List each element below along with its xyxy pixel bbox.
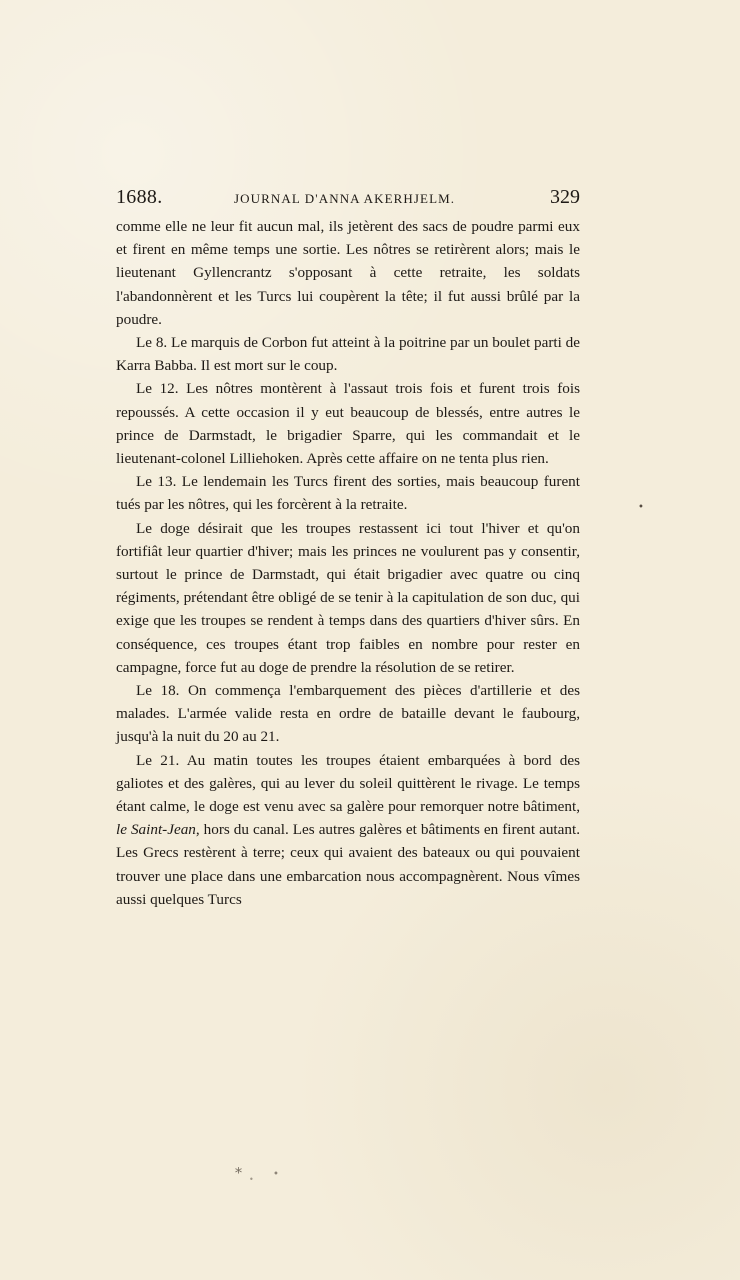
running-header <box>116 186 580 212</box>
paragraph-continuation: comme elle ne leur fit aucun mal, ils jetèrent des sacs de poudre parmi eux et firent en même temps une sortie. Les nôtres se retirèrent alors; mais le lieutenant Gyllencrantz s'opposant à cette retraite, les soldats l'abandonnèrent et les Turcs lui coupèrent la tête; il fut aussi brûlé par la poudre. <box>116 218 580 328</box>
body-text <box>116 215 580 911</box>
paragraph-le-21 <box>116 749 580 911</box>
paragraph-le-18: Le 18. On commença l'embarquement des pièces d'artillerie et des malades. L'armée valide resta en ordre de bataille devant le faubourg, jusqu'à la nuit du 20 au 21. <box>116 682 580 746</box>
ink-speck-mark: ⁎ <box>235 1161 242 1177</box>
paragraph-le-21-after-ship: , hors du canal. Les autres galères et bâtiments en firent autant. Les Grecs restèrent à terre; ceux qui avaient des bateaux ou qui pouvaient trouver une place dans une embarcation nous accompagnèrent. Nous vîmes aussi quelques Turcs <box>116 821 580 908</box>
paragraph-le-21-before-ship: Le 21. Au matin toutes les troupes étaient embarquées à bord des galiotes et des galères, qui au lever du soleil quittèrent le rivage. Le temps étant calme, le doge est venu avec sa galère pour remorquer notre bâtiment, <box>116 751 580 816</box>
paragraph-le-12: Le 12. Les nôtres montèrent à l'assaut trois fois et furent trois fois repoussés. A cette occasion il y eut beaucoup de blessés, entre autres le prince de Darmstadt, le brigadier Sparre, qui les commandait et le lieutenant-colonel Lilliehoken. Après cette affaire on ne tenta plus rien. <box>116 380 580 468</box>
ink-speck-mark: • <box>249 1175 254 1184</box>
header-year: 1688. <box>116 186 163 208</box>
paragraph-le-8: Le 8. Le marquis de Corbon fut atteint à la poitrine par un boulet parti de Karra Babba. Il est mort sur le coup. <box>116 334 580 375</box>
page-number: 329 <box>550 186 580 208</box>
paragraph-le-13: Le 13. Le lendemain les Turcs firent des sorties, mais beaucoup furent tués par les nôtres, qui les forcèrent à la retraite. <box>116 473 580 514</box>
header-title: JOURNAL D'ANNA AKERHJELM. <box>234 191 456 206</box>
ink-speck-mark: • <box>273 1169 279 1180</box>
paragraph-doge: Le doge désirait que les troupes restassent ici tout l'hiver et qu'on fortifiât leur quartier d'hiver; mais les princes ne voulurent pas y consentir, surtout le prince de Darmstadt, qui était brigadier avec quatre ou cinq régiments, prétendant être obligé de se tenir à la capitulation de son duc, qui exige que les troupes se rendent à temps dans des quartiers d'hiver sûrs. En conséquence, ces troupes étant trop faibles en nombre pour rester en campagne, force fut au doge de prendre la résolution de se retirer. <box>116 519 580 676</box>
ship-name: le Saint-Jean <box>116 821 196 839</box>
ink-speck-mark: • <box>638 502 644 513</box>
